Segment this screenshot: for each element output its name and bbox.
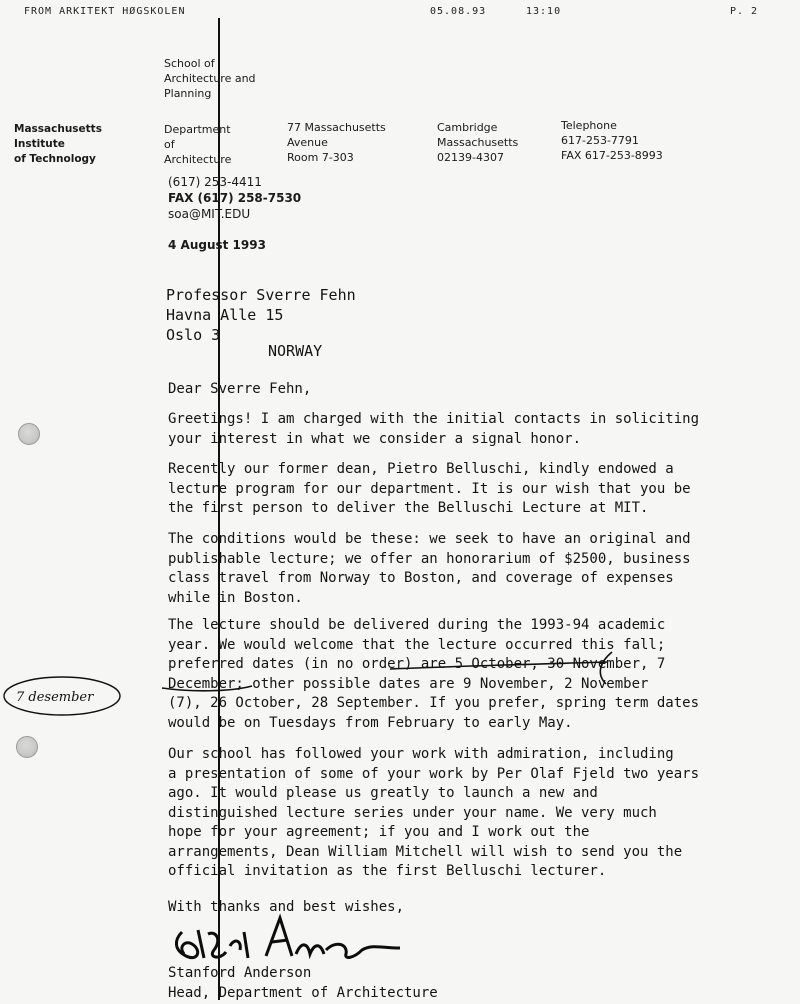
body-line: Recently our former dean, Pietro Belluschi, kindly endowed a [168,461,674,477]
letterhead-department: Department of Architecture [164,123,232,166]
body-line: class travel from Norway to Boston, and coverage of expenses [168,570,674,586]
body-line: would be on Tuesdays from February to early May. [168,714,573,731]
punch-hole [16,736,38,758]
body-line: the first person to deliver the Belluschi Lecture at MIT. [168,500,649,516]
body-line: December; other possible dates are 9 November, 2 November [168,675,649,692]
fax-sender: FROM ARKITEKT HØGSKOLEN [24,6,186,17]
body-line: Our school has followed your work with admiration, including [168,746,674,762]
recipient-line: Oslo 3 [166,326,221,344]
fax-page-number: P. 2 [730,6,759,17]
fax-time: 13:10 [526,6,562,17]
body-line: publishable lecture; we offer an honorarium of $2500, business [168,550,691,567]
date-underline-mark [160,648,640,694]
body-line: official invitation as the first Belluschi lecturer. [168,863,607,879]
body-line: ago. It would please us greatly to launch a new and [168,785,598,801]
fax-date: 05.08.93 [430,6,487,17]
body-paragraph [168,745,699,882]
body-line: lecture program for our department. It is our wish that you be [168,480,691,497]
recipient-line: Havna Alle 15 [166,306,284,324]
margin-note-text: 7 desember [16,690,94,705]
letterhead-school: School of Architecture and Planning [164,57,256,100]
letterhead-fax: FAX (617) 258-7530 [168,191,302,205]
body-line: arrangements, Dean William Mitchell will wish to send you the [168,843,683,860]
letterhead-institution: Massachusetts Institute of Technology [14,123,102,165]
letterhead-email: soa@MIT.EDU [168,207,251,221]
body-line: your interest in what we consider a signal honor. [168,430,582,447]
margin-note [2,672,126,722]
recipient-line: Professor Sverre Fehn [166,286,356,304]
body-line: The conditions would be these: we seek to have an original and [168,531,691,547]
signer-name: Stanford Anderson [168,965,312,981]
closing: With thanks and best wishes, [168,899,405,915]
recipient-country: NORWAY [268,342,323,360]
letterhead-city: Cambridge Massachusetts 02139-4307 [437,121,519,164]
body-line: while in Boston. [168,589,303,606]
signature [168,910,418,970]
letter-date: 4 August 1993 [168,238,266,252]
body-line: Greetings! I am charged with the initial contacts in soliciting [168,411,700,427]
body-paragraph [168,530,691,608]
body-paragraph [168,460,691,519]
body-paragraph [168,410,699,449]
body-line: distinguished lecture series under your name. We very much [168,804,657,821]
salutation: Dear Sverre Fehn, [168,381,312,397]
letterhead-phone: (617) 253-4411 [168,175,262,189]
body-line: year. We would welcome that the lecture occurred this fall; [168,636,666,653]
signer-title: Head, Department of Architecture [168,985,438,1001]
punch-hole [18,423,40,445]
letterhead-street: 77 Massachusetts Avenue Room 7-303 [287,121,386,164]
body-line: hope for your agreement; if you and I work out the [168,824,590,840]
letterhead-telephone: Telephone 617-253-7791 FAX 617-253-8993 [561,119,663,162]
body-line: The lecture should be delivered during the 1993-94 academic [168,617,666,633]
body-line: preferred dates (in no order) are 5 October, 30 November, 7 [168,656,666,672]
body-line: (7), 26 October, 28 September. If you prefer, spring term dates [168,695,700,711]
body-line: a presentation of some of your work by Per Olaf Fjeld two years [168,765,700,782]
